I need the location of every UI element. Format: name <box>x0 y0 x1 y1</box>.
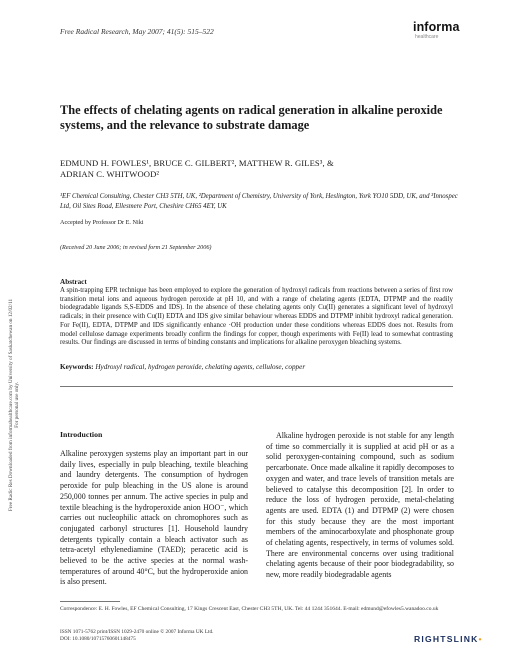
keywords-label: Keywords: <box>60 363 94 371</box>
introduction-heading: Introduction <box>60 430 103 439</box>
author-list <box>60 158 460 180</box>
keywords-list: Hydroxyl radical, hydrogen peroxide, chelating agents, cellulose, copper <box>95 363 306 371</box>
abstract-text: A spin-trapping EPR technique has been employed to explore the generation of hydroxyl radicals from reactions between a series of first row transition metal ions and aqueous hydrogen peroxide at pH 10, and with a range of chelating agents (EDTA, DTPMP and the readily biodegradable ligands S,S-EDDS and IDS). In the absence of these chelating agents only Cu(II) generates a significant level of hydroxyl radicals; in their presence with Cu(II) EDTA and IDS give similar behaviour whereas EDDS and DTPMP inhibit hydroxyl radical generation. For Fe(II), EDTA, DTPMP and IDS significantly enhance ·OH production under these conditions whereas EDDS does not. Results from model cellulose damage experiments broadly confirm the findings for copper, though experiments with Fe(II) lead to somewhat contrasting results. Our findings are discussed in terms of binding constants and implications for alkaline peroxygen bleaching systems. <box>60 287 453 347</box>
publisher-subtitle: healthcare <box>415 34 439 40</box>
doi-line: DOI: 10.1080/10715760601148475 <box>60 635 136 642</box>
rightslink-logo <box>414 629 483 647</box>
journal-citation: Free Radical Research, May 2007; 41(5): 515–522 <box>60 27 214 36</box>
accepted-by: Accepted by Professor Dr E. Niki <box>60 219 144 226</box>
authors-line-2: ADRIAN C. WHITWOOD² <box>60 169 160 179</box>
correspondence-note: Correspondence: E. H. Fowles, EF Chemical Consulting, 17 Kings Crescent East, Chester CH3 5TH, UK. Tel: 44 1244 351644. E-mail: edmund@efowles5.wanadoo.co.uk <box>60 606 439 612</box>
affiliations: ¹EF Chemical Consulting, Chester CH3 5TH, UK, ²Department of Chemistry, University of York, Heslington, York YO10 5DD, UK, and ³Innospec Ltd, Oil Sites Road, Ellesmere Port, Cheshire CH65 4EY, UK <box>60 193 458 210</box>
footnote-divider <box>60 601 120 602</box>
publisher-logo <box>413 21 460 40</box>
authors-line-1: EDMUND H. FOWLES¹, BRUCE C. GILBERT², MATTHEW R. GILES³, & <box>60 158 334 168</box>
section-divider <box>60 386 453 387</box>
publication-info <box>60 629 360 642</box>
rightslink-text: RIGHTSLINK <box>414 634 479 644</box>
rightslink-dot-icon: • <box>478 634 483 644</box>
article-title: The effects of chelating agents on radical generation in alkaline peroxide systems, and the relevance to substrate damage <box>60 103 443 132</box>
received-dates: (Received 20 June 2006; in revised form 21 September 2006) <box>60 244 212 251</box>
publisher-name: informa <box>413 20 460 34</box>
intro-right-column <box>266 431 454 581</box>
issn-line: ISSN 1071-5762 print/ISSN 1029-2470 online © 2007 Informa UK Ltd. <box>60 629 214 635</box>
download-watermark <box>8 170 20 640</box>
intro-paragraph-2: Alkaline hydrogen peroxide is not stable for any length of time so commercially it is supplied at acid pH or as a solid peroxygen-containing compound, such as sodium percarbonate. Once made alkaline it rapidly decomposes to oxygen and water, and trace levels of transition metals are believed to catalyse this decomposition [2]. In order to reduce the loss of hydrogen peroxide, metal-chelating agents are used. EDTA (1) and DTPMP (2) were chosen for this study because they are the most important members of the aminocarboxylate and phosphonate group of chelating agents, respectively, in terms of volumes sold. There are environmental concerns over using traditional chelating agents because of their poor biodegradability, so new, more readily biodegradable agents <box>266 431 454 580</box>
keywords <box>60 363 460 371</box>
intro-paragraph-1: Alkaline peroxygen systems play an important part in our daily lives, especially in pulp bleaching, textile bleaching and laundry detergents. The consumption of hydrogen peroxide for pulp bleaching in the US alone is around 250,000 tonnes per annum. The active species in pulp and textile bleaching is the hydroperoxide anion HOO⁻, which carries out nucleophilic attack on chromophores such as conjugated carbonyl structures [1]. Household laundry detergents typically contain a bleach activator such as tetra-acetyl ethylenediamine (TAED); peracetic acid is believed to be the active species at the normal wash-temperatures of around 40°C, but the hydroperoxide anion is also present. <box>60 449 248 587</box>
watermark-line-2: For personal use only. <box>14 382 21 428</box>
watermark-line-1: Free Radic Res Downloaded from informahealthcare.com by University of Saskatchewan on 12/02/11 <box>8 298 14 512</box>
intro-left-column <box>60 449 248 588</box>
abstract-heading: Abstract <box>60 278 87 286</box>
